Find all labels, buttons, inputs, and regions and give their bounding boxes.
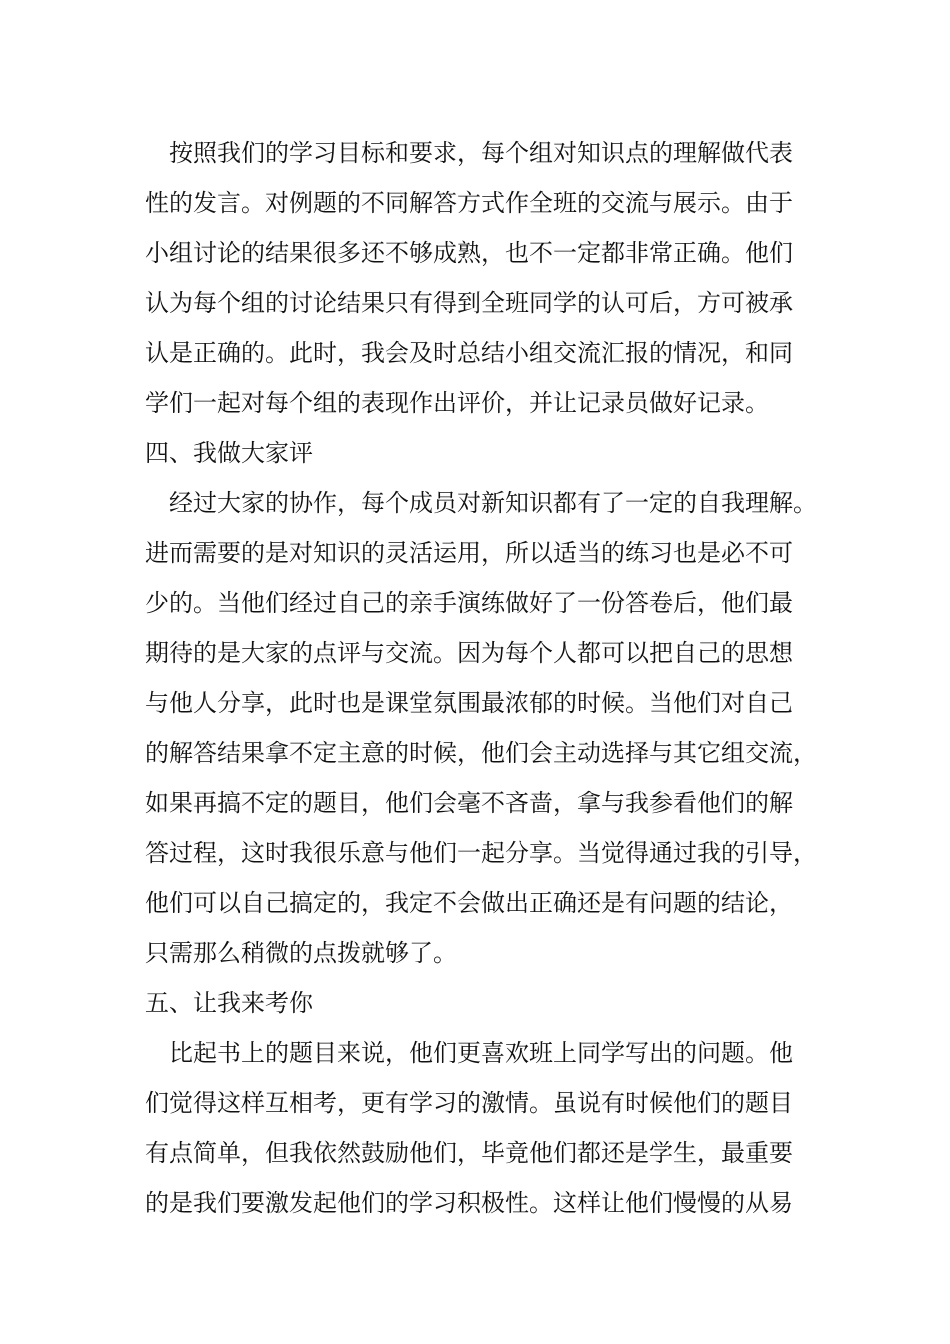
paragraph-line: 认为每个组的讨论结果只有得到全班同学的认可后，方可被承 bbox=[145, 289, 793, 317]
paragraph-line: 们觉得这样互相考，更有学习的激情。虽说有时候他们的题目 bbox=[145, 1089, 793, 1117]
paragraph-line: 与他人分享，此时也是课堂氛围最浓郁的时候。当他们对自己 bbox=[145, 689, 793, 717]
paragraph-line: 经过大家的协作，每个成员对新知识都有了一定的自我理解。 bbox=[169, 489, 817, 517]
paragraph-line: 的是我们要激发起他们的学习积极性。这样让他们慢慢的从易 bbox=[145, 1189, 793, 1217]
paragraph-line: 小组讨论的结果很多还不够成熟，也不一定都非常正确。他们 bbox=[145, 239, 793, 267]
paragraph-line: 进而需要的是对知识的灵活运用，所以适当的练习也是必不可 bbox=[145, 539, 793, 567]
paragraph-line: 有点简单，但我依然鼓励他们，毕竟他们都还是学生，最重要 bbox=[145, 1139, 793, 1167]
paragraph-line: 他们可以自己搞定的，我定不会做出正确还是有问题的结论， bbox=[145, 889, 793, 917]
paragraph-line: 学们一起对每个组的表现作出评价，并让记录员做好记录。 bbox=[145, 389, 769, 417]
paragraph-line: 认是正确的。此时，我会及时总结小组交流汇报的情况，和同 bbox=[145, 339, 793, 367]
document-body bbox=[145, 128, 865, 1228]
paragraph-line: 比起书上的题目来说，他们更喜欢班上同学写出的问题。他 bbox=[169, 1039, 793, 1067]
paragraph-line: 按照我们的学习目标和要求，每个组对知识点的理解做代表 bbox=[169, 139, 793, 167]
paragraph-line: 答过程，这时我很乐意与他们一起分享。当觉得通过我的引导， bbox=[145, 839, 817, 867]
paragraph-line: 的解答结果拿不定主意的时候，他们会主动选择与其它组交流， bbox=[145, 739, 817, 767]
paragraph-line: 期待的是大家的点评与交流。因为每个人都可以把自己的思想 bbox=[145, 639, 793, 667]
paragraph-line: 只需那么稍微的点拨就够了。 bbox=[145, 939, 457, 967]
section-heading: 四、我做大家评 bbox=[145, 439, 313, 467]
paragraph-line: 少的。当他们经过自己的亲手演练做好了一份答卷后，他们最 bbox=[145, 589, 793, 617]
section-heading: 五、让我来考你 bbox=[145, 989, 313, 1017]
paragraph-line: 如果再搞不定的题目，他们会毫不吝啬，拿与我参看他们的解 bbox=[145, 789, 793, 817]
paragraph-line: 性的发言。对例题的不同解答方式作全班的交流与展示。由于 bbox=[145, 189, 793, 217]
